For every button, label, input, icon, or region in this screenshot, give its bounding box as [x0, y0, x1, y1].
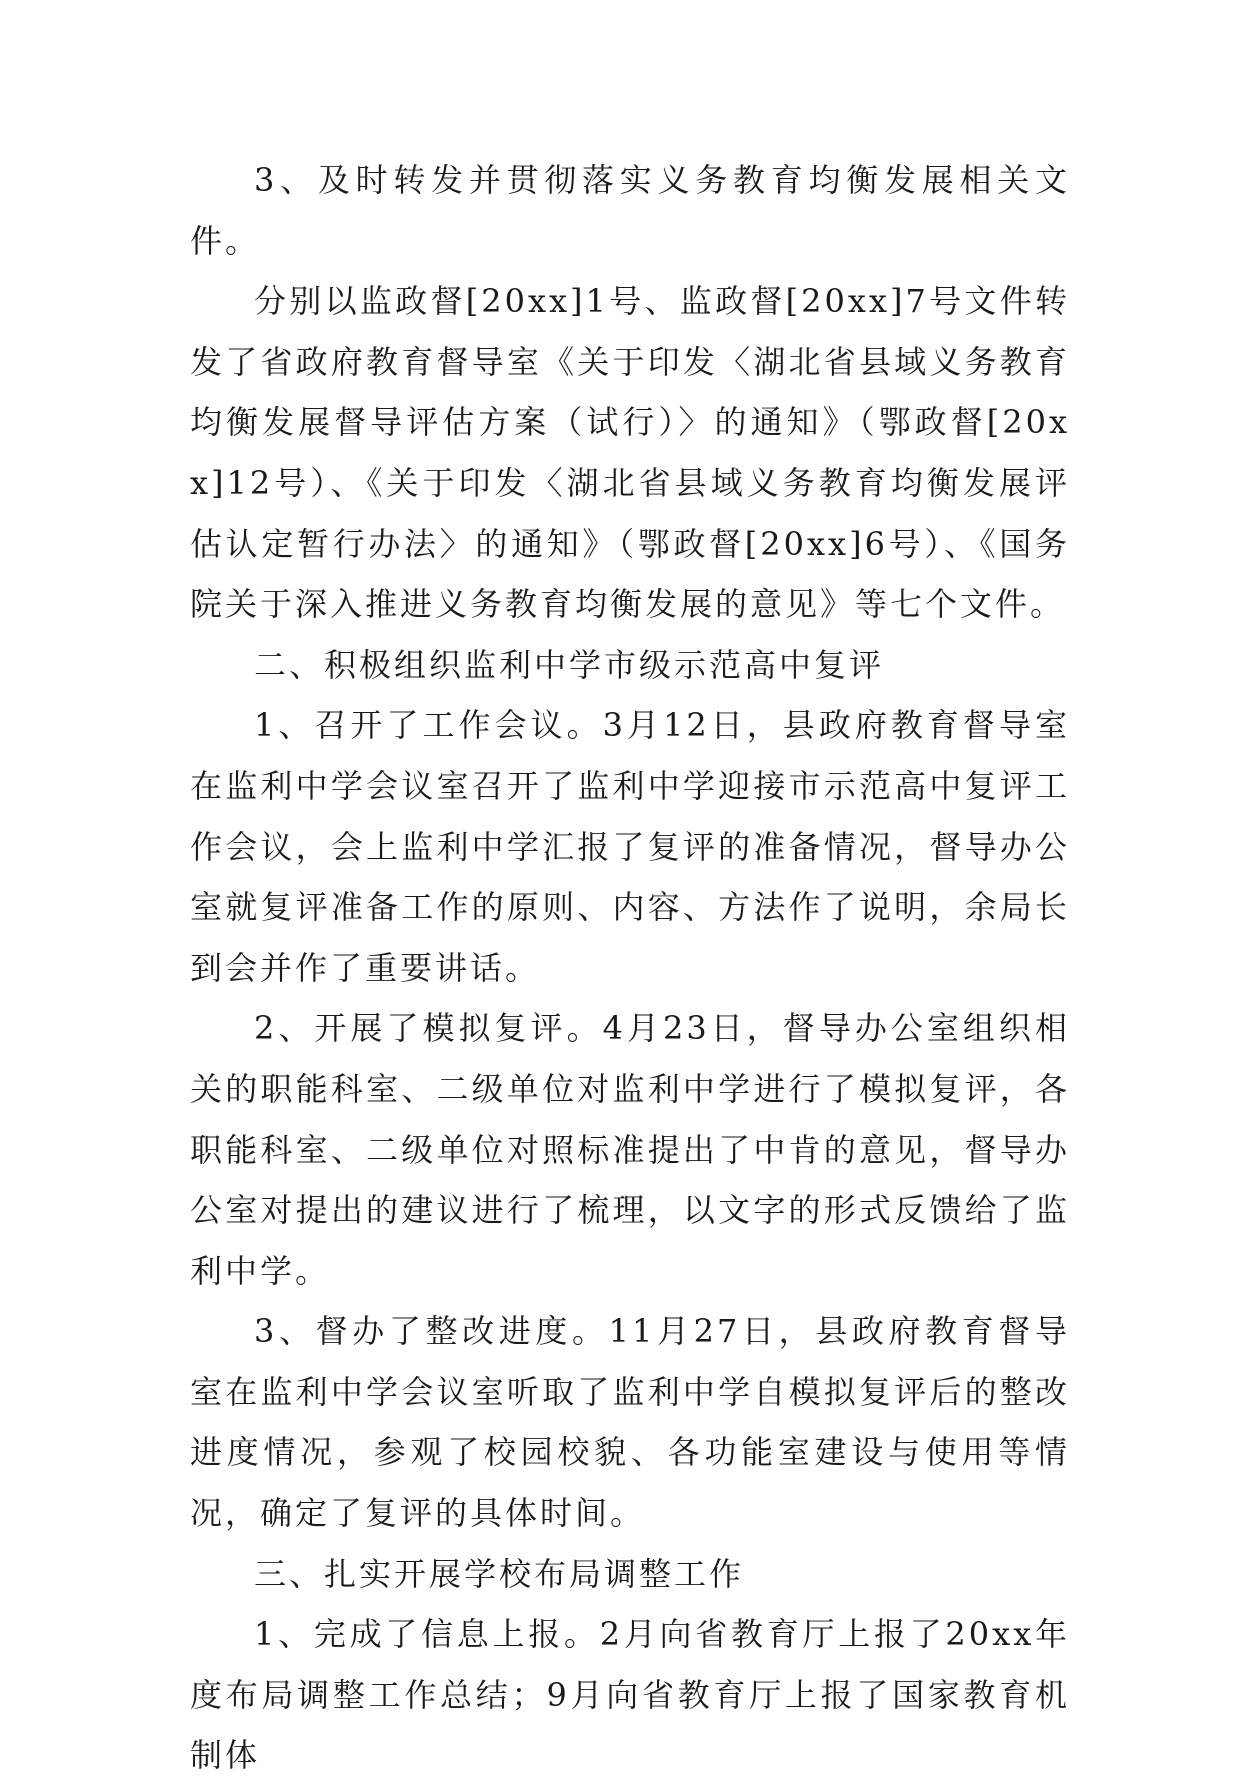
paragraph-information-report: 1、完成了信息上报。2月向省教育厅上报了20xx年度布局调整工作总结；9月向省教育厅上报了国家教育机制体 — [190, 1615, 1070, 1775]
paragraph-work-meeting: 1、召开了工作会议。3月12日，县政府教育督导室在监利中学会议室召开了监利中学迎接市示范高中复评工作会议，会上监利中学汇报了复评的准备情况，督导办公室就复评准备工作的原则、内容、方法作了说明，余局长到会并作了重要讲话。 — [190, 706, 1070, 987]
paragraph-item-3-heading: 3、及时转发并贯彻落实义务教育均衡发展相关文件。 — [190, 161, 1070, 260]
paragraph-forwarded-documents: 分别以监政督[20xx]1号、监政督[20xx]7号文件转发了省政府教育督导室《关于印发〈湖北省县域义务教育均衡发展督导评估方案（试行）〉的通知》（鄂政督[20xx]12号）、《关于印发〈湖北省县域义务教育均衡发展评估认定暂行办法〉的通知》（鄂政督[20xx]6号）、《国务院关于深入推进义务教育均衡发展的意见》等七个文件。 — [190, 282, 1070, 624]
section-heading-three: 三、扎实开展学校布局调整工作 — [254, 1554, 745, 1593]
section-heading-two: 二、积极组织监利中学市级示范高中复评 — [254, 645, 885, 684]
document-body — [190, 150, 1070, 1786]
paragraph-rectification-progress: 3、督办了整改进度。11月27日，县政府教育督导室在监利中学会议室听取了监利中学自模拟复评后的整改进度情况，参观了校园校貌、各功能室建设与使用等情况，确定了复评的具体时间。 — [190, 1312, 1070, 1533]
paragraph-mock-review: 2、开展了模拟复评。4月23日，督导办公室组织相关的职能科室、二级单位对监利中学进行了模拟复评，各职能科室、二级单位对照标准提出了中肯的意见，督导办公室对提出的建议进行了梳理，以文字的形式反馈给了监利中学。 — [190, 1009, 1070, 1290]
